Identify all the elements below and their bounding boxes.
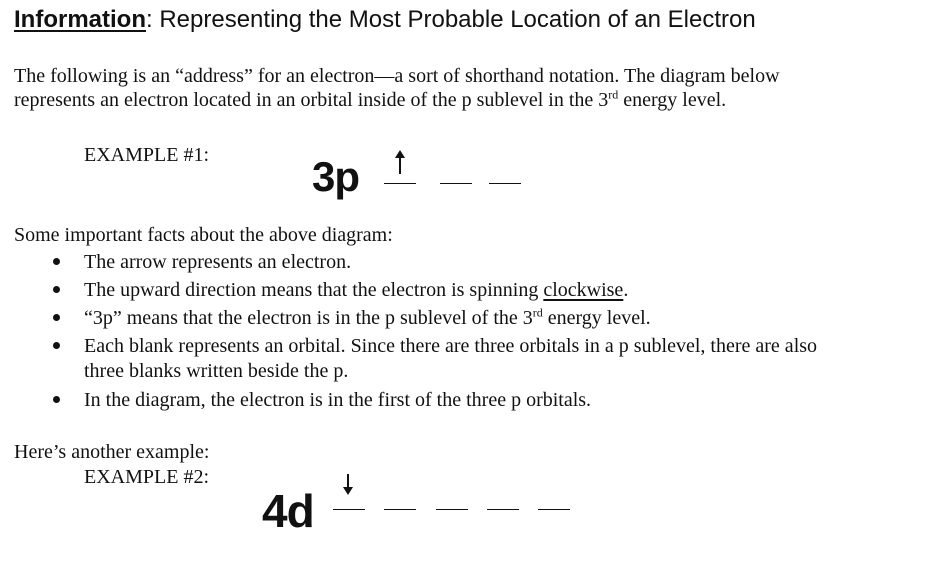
example-2-notation: 4d xyxy=(262,485,314,537)
fact-3-ordinal: rd xyxy=(532,305,543,320)
fact-3-end: energy level. xyxy=(542,307,651,329)
fact-1: The arrow represents an electron. xyxy=(84,251,352,273)
fact-3 xyxy=(84,306,651,330)
facts-heading: Some important facts about the above diagram: xyxy=(14,224,393,246)
down-arrow-icon xyxy=(347,474,349,488)
intro-line-2-end: energy level. xyxy=(618,89,727,111)
bullet-icon xyxy=(53,342,60,349)
page-title xyxy=(14,6,756,34)
title-bold: Information xyxy=(14,6,146,33)
up-arrow-icon xyxy=(399,157,401,174)
bullet-icon xyxy=(53,396,60,403)
orbital-blank xyxy=(489,183,521,184)
orbital-blank xyxy=(487,509,519,510)
example-2-label: EXAMPLE #2: xyxy=(84,466,209,488)
fact-2-underlined: clockwise xyxy=(543,279,624,301)
orbital-blank xyxy=(538,509,570,510)
fact-2-end: . xyxy=(623,279,629,301)
fact-2-text: The upward direction means that the electron is spinning xyxy=(84,279,544,301)
fact-2 xyxy=(84,278,628,302)
orbital-blank xyxy=(436,509,468,510)
bullet-icon xyxy=(53,314,60,321)
fact-3-text: “3p” means that the electron is in the p sublevel of the 3 xyxy=(84,307,533,329)
fact-4-line-2: three blanks written beside the p. xyxy=(84,360,349,382)
orbital-blank xyxy=(440,183,472,184)
orbital-blank xyxy=(384,509,416,510)
intro-line-2 xyxy=(14,88,726,112)
fact-5: In the diagram, the electron is in the first of the three p orbitals. xyxy=(84,389,592,411)
intro-ordinal: rd xyxy=(608,87,619,102)
intro-line-2-text: represents an electron located in an orbital inside of the p sublevel in the 3 xyxy=(14,89,609,111)
example-1-label: EXAMPLE #1: xyxy=(84,144,209,166)
bullet-icon xyxy=(53,258,60,265)
example-1-notation: 3p xyxy=(312,153,360,200)
fact-4-line-1: Each blank represents an orbital. Since there are three orbitals in a p sublevel, there are also xyxy=(84,335,818,357)
orbital-blank xyxy=(333,509,365,510)
intro-line-1: The following is an “address” for an electron—a sort of shorthand notation. The diagram below xyxy=(14,65,780,87)
example-2-intro: Here’s another example: xyxy=(14,441,210,463)
orbital-blank xyxy=(384,183,416,184)
title-rest: : Representing the Most Probable Location of an Electron xyxy=(146,6,756,33)
bullet-icon xyxy=(53,286,60,293)
